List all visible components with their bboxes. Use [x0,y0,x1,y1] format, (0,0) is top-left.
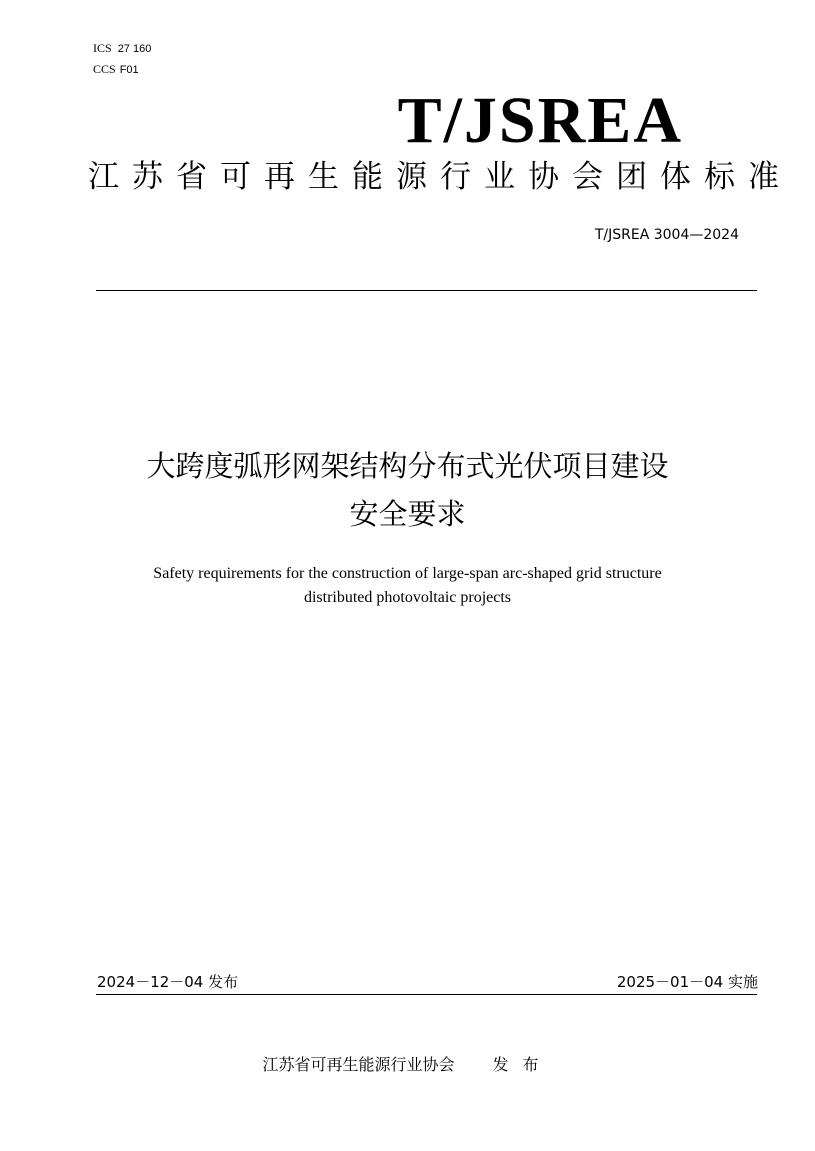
footer-divider [96,994,757,995]
ccs-label: CCS [93,62,116,76]
publish-date: 2024－12－04 发布 [97,973,239,991]
ccs-code: F01 [119,64,139,76]
association-standard-title: 江苏省可再生能源行业协会团体标准 [88,159,792,195]
title-cn-line-2: 安全要求 [349,497,466,531]
standard-logo: T/JSREA [397,84,683,157]
issuer-name: 江苏省可再生能源行业协会 [262,1055,455,1074]
ics-label: ICS [93,41,112,55]
header-divider [96,290,757,291]
title-en-line-1: Safety requirements for the construction of large-span arc-shaped grid structure [153,565,662,582]
ccs-classification [93,62,139,77]
implement-date: 2025－01－04 实施 [616,973,758,991]
ics-classification [93,41,151,56]
ics-code: 27 160 [117,43,152,55]
title-cn-line-1: 大跨度弧形网架结构分布式光伏项目建设 [146,449,669,483]
issue-word: 发布 [492,1055,553,1074]
standard-number: T/JSREA 3004—2024 [594,227,739,243]
title-en-line-2: distributed photovoltaic projects [303,589,512,606]
issuer-line [0,1054,815,1076]
